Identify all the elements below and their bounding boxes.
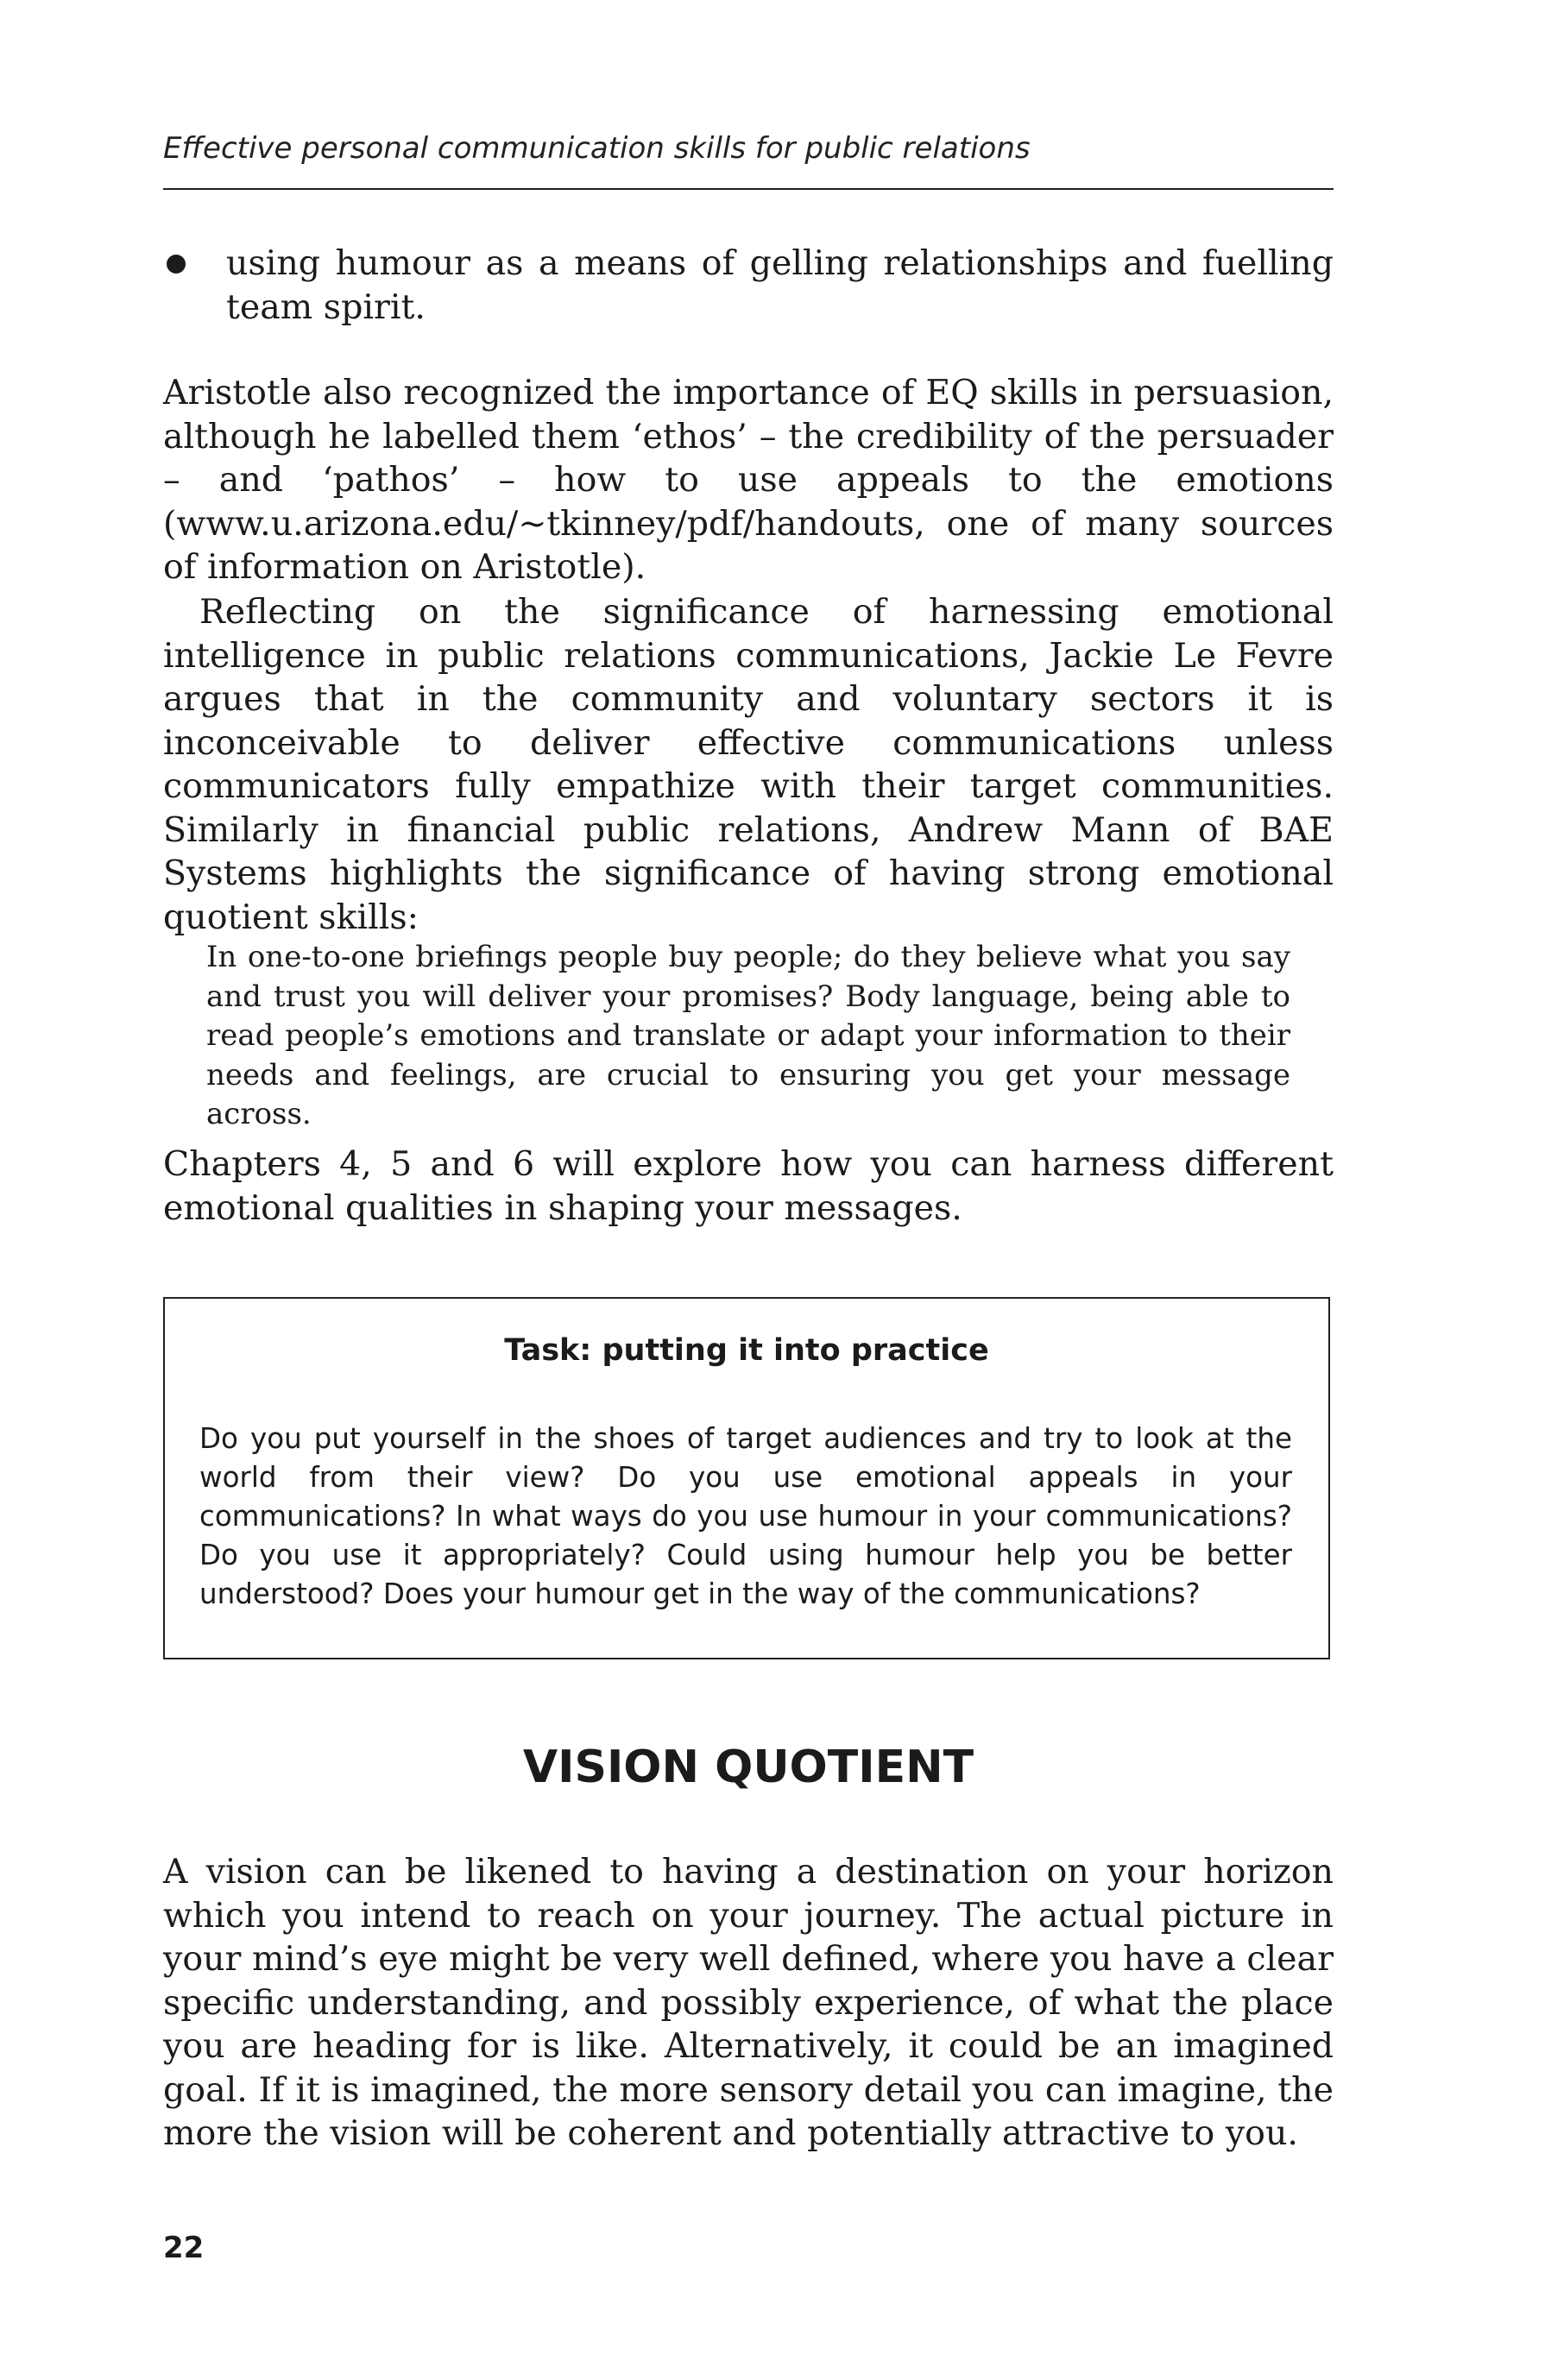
header-rule: [163, 188, 1334, 190]
task-box-body: Do you put yourself in the shoes of target audiences and try to look at the world from their view? Do you use emotional appeals in your communications? In what ways do you use humour in your communications? Do you use it appropriately? Could using humour help you be better understood? Does your humour get in the way of the communications?: [199, 1422, 1292, 1610]
paragraph-vision: A vision can be likened to having a destination on your horizon which you intend to reach on your journey. The actual picture in your mind’s eye might be very well defined, where you have a clear specific understanding, and possibly experience, of what the place you are heading for is like. Alternatively, it could be an imagined goal. If it is imagined, the more sensory detail you can imagine, the more the vision will be coherent and potentially attractive to you.: [163, 1852, 1334, 2153]
running-head: Effective personal communication skills for public relations: [163, 131, 1031, 166]
section-heading: VISION QUOTIENT: [522, 1741, 974, 1793]
paragraph-aristotle: Aristotle also recognized the importance of EQ skills in persuasion, although he labelled them ‘ethos’ – the credibility of the persuader – and ‘pathos’ – how to use appeals to the emotions (www.u.arizona.edu/~tkinney/pdf/handouts, one of many sources of information on Aristotle).: [163, 373, 1334, 587]
task-box-title: Task: putting it into practice: [504, 1333, 989, 1368]
page-number: 22: [163, 2231, 205, 2265]
task-box: [163, 1297, 1330, 1659]
bullet-list-item: [163, 242, 1334, 329]
paragraph-reflecting: Reflecting on the significance of harnessing emotional intelligence in public relations communications, Jackie Le Fevre argues that in the community and voluntary sectors it is inconceivable to deliver effective communications unless communicators fully empathize with their target communities. Similarly in financial public relations, Andrew Mann of BAE Systems highlights the significance of having strong emotional quotient skills:: [163, 592, 1334, 937]
block-quote: In one-to-one briefings people buy people; do they believe what you say and trust you will deliver your promises? Body language, being able to read people’s emotions and translate or adapt your information to their needs and feelings, are crucial to ensuring you get your message across.: [206, 940, 1290, 1131]
bullet-text: using humour as a means of gelling relationships and fuelling team spirit.: [226, 243, 1334, 327]
bullet-icon: [167, 255, 186, 274]
paragraph-chapters: Chapters 4, 5 and 6 will explore how you can harness different emotional qualities in shaping your messages.: [163, 1144, 1334, 1228]
